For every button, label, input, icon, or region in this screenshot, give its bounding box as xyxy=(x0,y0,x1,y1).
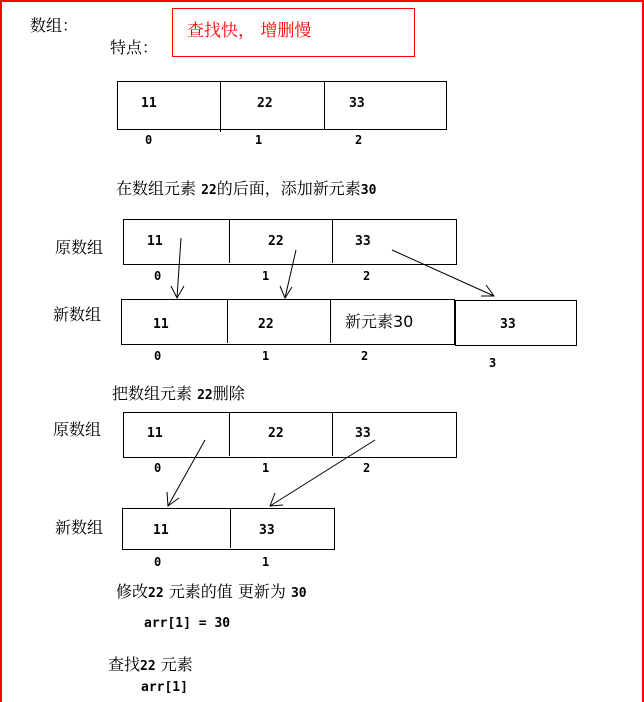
modify-code: arr[1] = 30 xyxy=(144,616,231,631)
delete-original-value: 11 xyxy=(147,426,163,441)
insert-new-element: 新元素30 xyxy=(345,312,414,331)
insert-original-index: 0 xyxy=(154,269,162,283)
delete-new-index: 0 xyxy=(154,555,162,569)
find-code: arr[1] xyxy=(141,680,188,695)
delete-new-label: 新数组 xyxy=(55,518,104,537)
delete-original-index: 0 xyxy=(154,461,162,475)
insert-new-value: 33 xyxy=(500,317,516,332)
insert-new-index: 1 xyxy=(262,349,270,363)
insert-heading-text: 在数组元素 xyxy=(116,179,202,198)
delete-arrow-11 xyxy=(168,440,205,506)
intro-cell-value: 11 xyxy=(141,96,157,111)
delete-original-index: 1 xyxy=(262,461,270,475)
modify-heading-value: 30 xyxy=(290,586,307,601)
delete-new-value: 33 xyxy=(259,523,275,538)
insert-original-label: 原数组 xyxy=(55,238,104,257)
insert-arrow-33 xyxy=(392,250,494,296)
delete-new-value: 11 xyxy=(153,523,169,538)
find-heading-rest: 元素 xyxy=(155,655,193,674)
insert-new-index: 3 xyxy=(489,356,497,370)
intro-cell-value: 33 xyxy=(349,96,365,111)
insert-new-label: 新数组 xyxy=(53,305,102,324)
features-label: 特点： xyxy=(110,38,159,57)
page-title: 数组： xyxy=(30,16,79,35)
delete-arrow-33 xyxy=(270,440,375,506)
features-highlight-text: 查找快， 增删慢 xyxy=(187,21,312,41)
delete-original-label: 原数组 xyxy=(53,420,102,439)
insert-arrow-11 xyxy=(177,238,181,298)
insert-heading-rest: 的后面，添加新元素 xyxy=(216,179,361,198)
intro-index: 2 xyxy=(355,133,363,147)
insert-heading-value: 30 xyxy=(360,183,377,198)
insert-original-value: 33 xyxy=(355,234,371,249)
insert-original-index: 2 xyxy=(363,269,371,283)
delete-original-value: 22 xyxy=(268,426,284,441)
intro-index: 1 xyxy=(255,133,263,147)
insert-original-value: 22 xyxy=(268,234,284,249)
insert-heading-num: 22 xyxy=(201,183,217,198)
insert-new-value: 11 xyxy=(153,317,169,332)
delete-heading-rest: 删除 xyxy=(212,384,245,403)
find-heading-num: 22 xyxy=(140,659,156,674)
find-heading-text: 查找 xyxy=(108,655,141,674)
modify-heading-num: 22 xyxy=(148,586,164,601)
delete-heading-text: 把数组元素 xyxy=(112,384,198,403)
modify-heading-rest: 元素的值 更新为 xyxy=(163,582,291,601)
insert-original-index: 1 xyxy=(262,269,270,283)
insert-new-index: 0 xyxy=(154,349,162,363)
intro-cell-value: 22 xyxy=(257,96,273,111)
insert-arrow-22 xyxy=(285,250,296,298)
delete-original-value: 33 xyxy=(355,426,371,441)
insert-new-value: 22 xyxy=(258,317,274,332)
insert-original-value: 11 xyxy=(147,234,163,249)
insert-new-index: 2 xyxy=(361,349,369,363)
modify-heading-text: 修改 xyxy=(116,582,149,601)
intro-index: 0 xyxy=(145,133,153,147)
delete-new-index: 1 xyxy=(262,555,270,569)
delete-original-index: 2 xyxy=(363,461,371,475)
delete-heading-num: 22 xyxy=(197,388,213,403)
